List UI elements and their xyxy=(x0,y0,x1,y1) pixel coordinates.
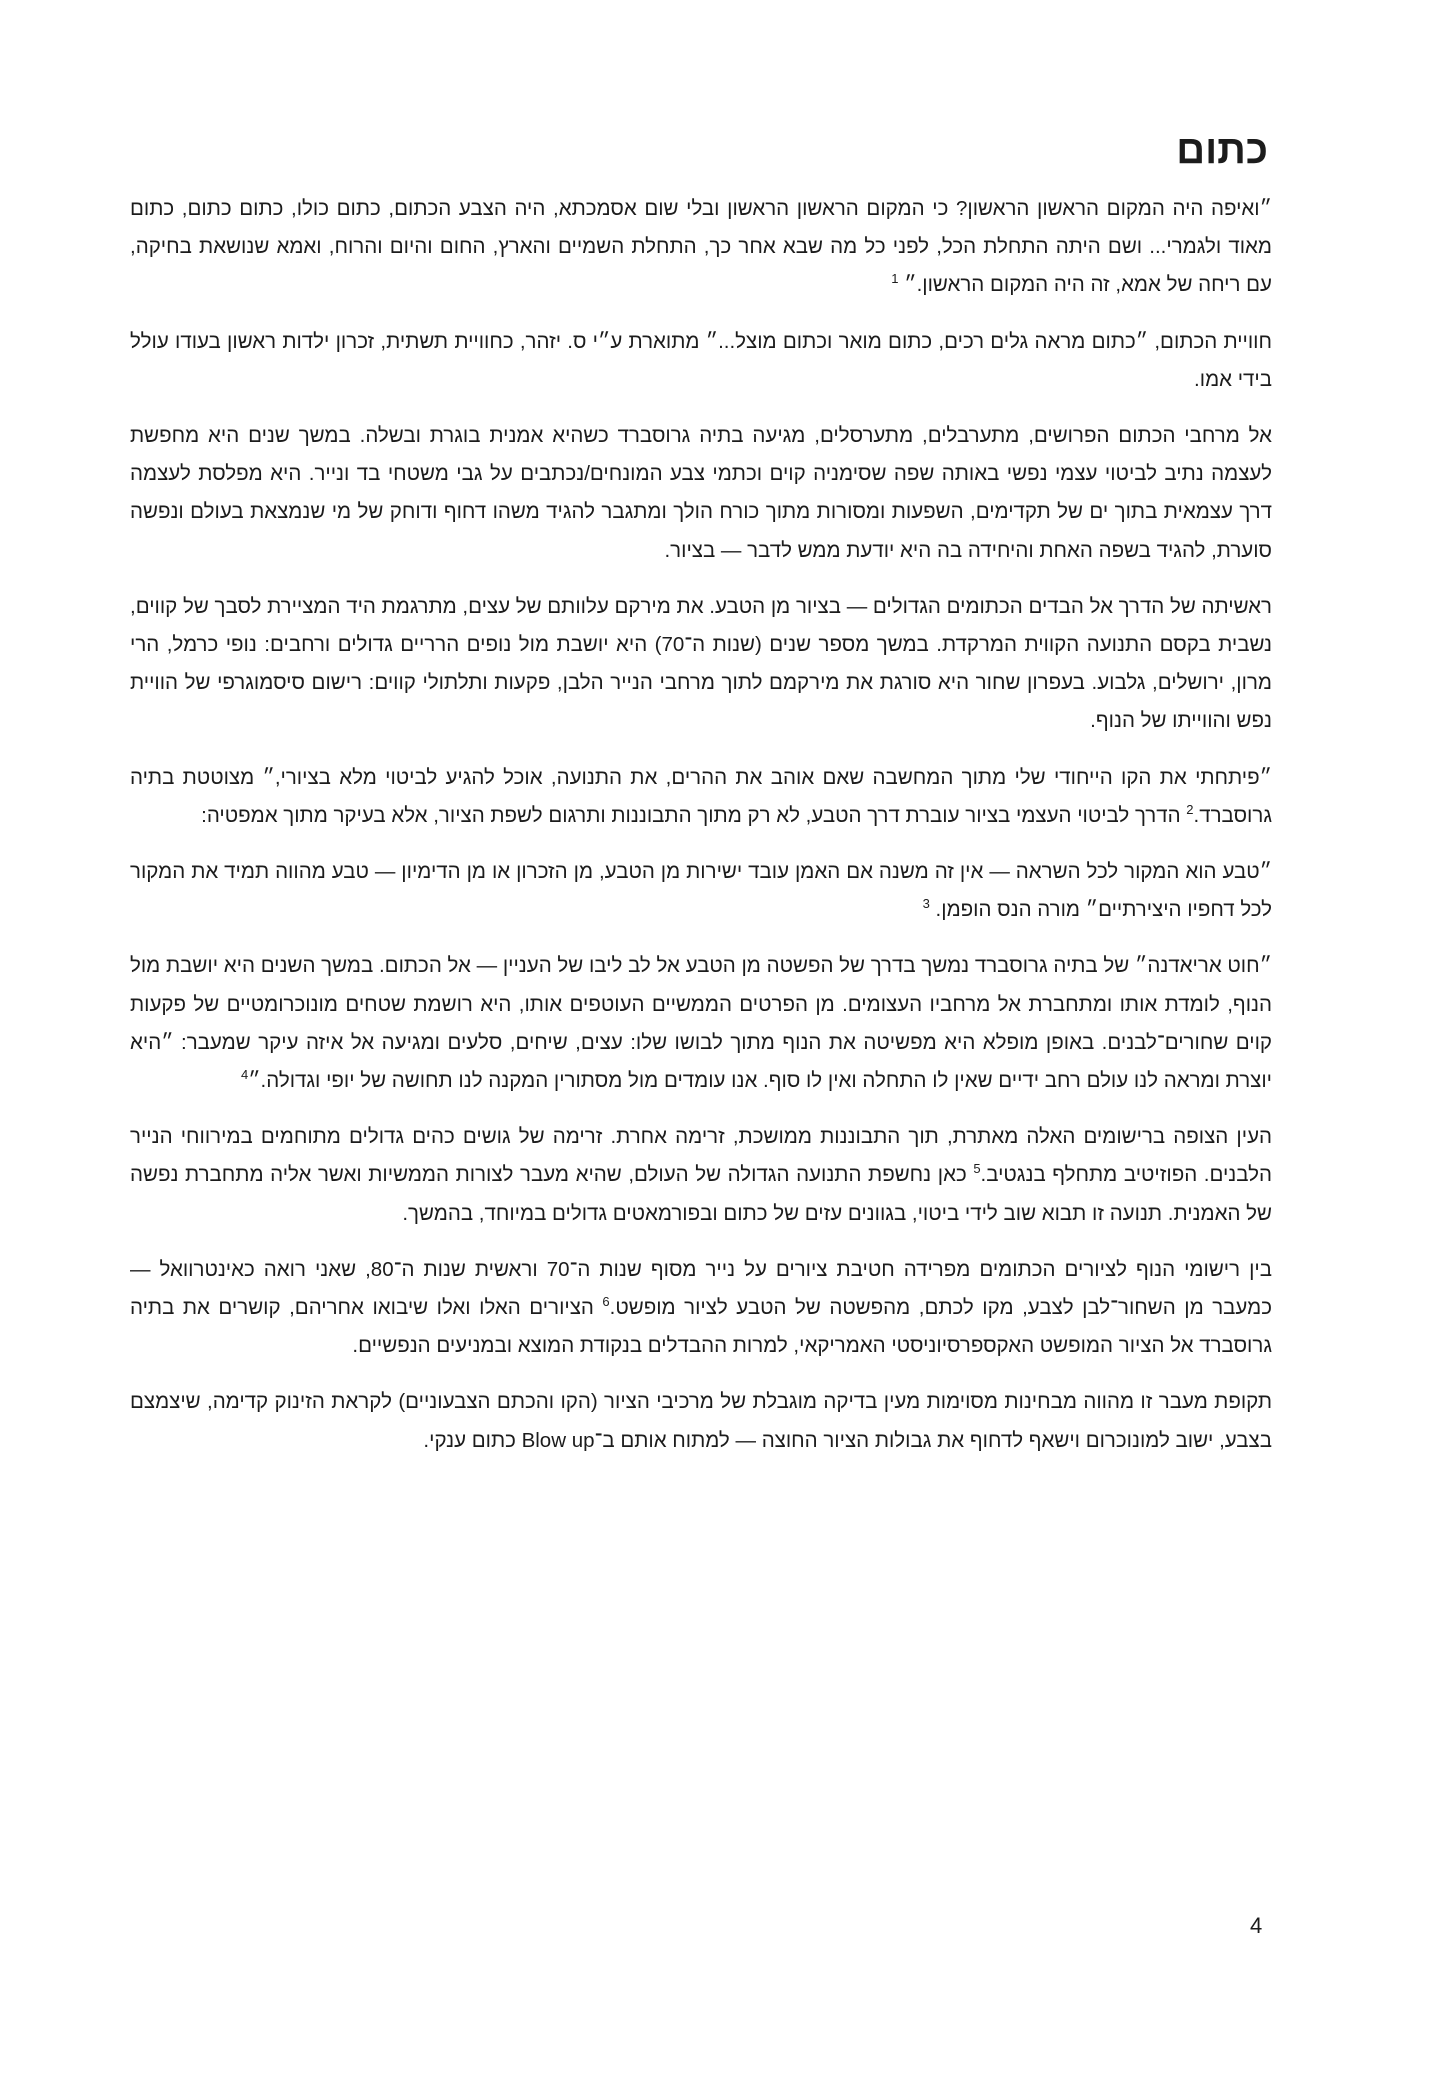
paragraph: ״טבע הוא המקור לכל השראה — אין זה משנה אם האמן עובד ישירות מן הטבע, מן הזכרון או מן הדימיון — טבע מהווה תמיד את המקור לכל דחפיו היצירתיים״ מורה הנס הופמן. $^3$ xyxy=(130,860,1272,922)
footnote-marker: 1 xyxy=(891,271,899,287)
paragraph: בין רישומי הנוף לציורים הכתומים מפרידה חטיבת ציורים על נייר מסוף שנות ה־70 וראשית שנות ה־80, שאני רואה כאינטרוואל — כמעבר מן השחור־לבן לצבע, מקו לכתם, מהפשטה של הטבע לציור מופשט.$^6$ הציורים האלו ואלו שיבואו אחריהם, קושרים את בתיה גרוסברד אל הציור המופשט האקספרסיוניסטי האמריקאי, למרות ההבדלים בנקודת המוצא ובמניעים הנפשיים. xyxy=(130,1257,1272,1358)
paragraph: תקופת מעבר זו מהווה מבחינות מסוימות מעין בדיקה מוגבלת של מרכיבי הציור (הקו והכתם הצבעוניים) לקראת הזינוק קדימה, שיצמצם בצבע, ישוב למונוכרום וישאף לדחוף את גבולות הציור החוצה — למתוח אותם ב־Blow up כתום ענקי. xyxy=(130,1390,1272,1452)
paragraph: ״פיתחתי את הקו הייחודי שלי מתוך המחשבה שאם אוהב את ההרים, את התנועה, אוכל להגיע לביטוי מלא בציורי,״ מצוטטת בתיה גרוסברד.$^2$ הדרך לביטוי העצמי בציור עוברת דרך הטבע, לא רק מתוך התבוננות ותרגום לשפת הציור, אלא בעיקר מתוך אמפטיה: xyxy=(130,765,1272,827)
paragraph: חוויית הכתום, ״כתום מראה גלים רכים, כתום מואר וכתום מוצל...״ מתוארת ע״י ס. יזהר, כחוויית תשתית, זכרון ילדות ראשון בעודו עולל בידי אמו. xyxy=(130,329,1272,391)
paragraph: ״ואיפה היה המקום הראשון הראשון? כי המקום הראשון הראשון ובלי שום אסמכתא, היה הצבע הכתום, כתום כולו, כתום כתום, כתום מאוד ולגמרי... ושם היתה התחלת הכל, לפני כל מה שבא אחר כך, התחלת השמיים והארץ, החום והיום והרוח, ואמא שנושאת בחיקה, עם ריחה של אמא, זה היה המקום הראשון.״ $^1$ xyxy=(130,197,1272,297)
page-title: כתום xyxy=(1176,128,1268,172)
paragraph: ראשיתה של הדרך אל הבדים הכתומים הגדולים — בציור מן הטבע. את מירקם עלוותם של עצים, מתרגמת היד המציירת לסבך של קווים, נשבית בקסם התנועה הקווית המרקדת. במשך מספר שנים (שנות ה־70) היא יושבת מול נופים הרריים גדולים ורחבים: נופי כרמל, הרי מרון, ירושלים, גלבוע. בעפרון שחור היא סורגת את מירקמם לתוך מרחבי הנייר הלבן, פקעות ותלתולי קווים: רישום סיסמוגרפי של הוויית נפש והווייתו של הנוף. xyxy=(130,594,1272,733)
article-body xyxy=(130,190,1272,1478)
footnote-marker: 4 xyxy=(240,1067,249,1083)
paragraph: ״חוט אריאדנה״ של בתיה גרוסברד נמשך בדרך של הפשטה מן הטבע אל לב ליבו של העניין — אל הכתום. במשך השנים היא יושבת מול הנוף, לומדת אותו ומתחברת אל מרחביו העצומים. מן הפרטים הממשיים העוטפים אותו, היא רושמת שטחים מונוכרומטיים של פקעות קוים שחורים־לבנים. באופן מופלא היא מפשיטה את הנוף מתוך לבושו שלו: עצים, שיחים, סלעים ומגיעה אל איזה עיקר שמעבר: ״היא יוצרת ומראה לנו עולם רחב ידיים שאין לו התחלה ואין לו סוף. אנו עומדים מול מסתורין המקנה לנו תחושה של יופי וגדולה.״$^4$ xyxy=(130,954,1272,1093)
paragraph: אל מרחבי הכתום הפרושים, מתערבלים, מתערסלים, מגיעה בתיה גרוסברד כשהיא אמנית בוגרת ובשלה. במשך שנים היא מחפשת לעצמה נתיב לביטוי עצמי נפשי באותה שפה שסימניה קוים וכתמי צבע המונחים/נכתבים על גבי משטחי בד ונייר. היא מפלסת לעצמה דרך עצמאית בתוך ים של תקדימים, השפעות ומסורות מתוך כורח הולך ומתגבר להגיד משהו דחוף ודוחק של מי שנמצאת בעולם ונפשה סוערת, להגיד בשפה האחת והיחידה בה היא יודעת ממש לדבר — בציור. xyxy=(130,424,1272,562)
footnote-marker: 5 xyxy=(973,1161,981,1177)
paragraph: העין הצופה ברישומים האלה מאתרת, תוך התבוננות ממושכת, זרימה אחרת. זרימה של גושים כהים גדולים מתוחמים במירווחי הנייר הלבנים. הפוזיטיב מתחלף בנגטיב.$^5$ כאן נחשפת התנועה הגדולה של העולם, שהיא מעבר לצורות הממשיות ואשר אליה מתחברת נפשה של האמנית. תנועה זו תבוא שוב לידי ביטוי, בגוונים עזים של כתום ובפורמאטים גדולים במיוחד, בהמשך. xyxy=(130,1125,1272,1225)
footnote-marker: 3 xyxy=(922,896,930,912)
footnote-marker: 2 xyxy=(1186,802,1194,818)
page-number: 4 xyxy=(1250,1913,1263,1938)
footnote-marker: 6 xyxy=(602,1294,610,1310)
